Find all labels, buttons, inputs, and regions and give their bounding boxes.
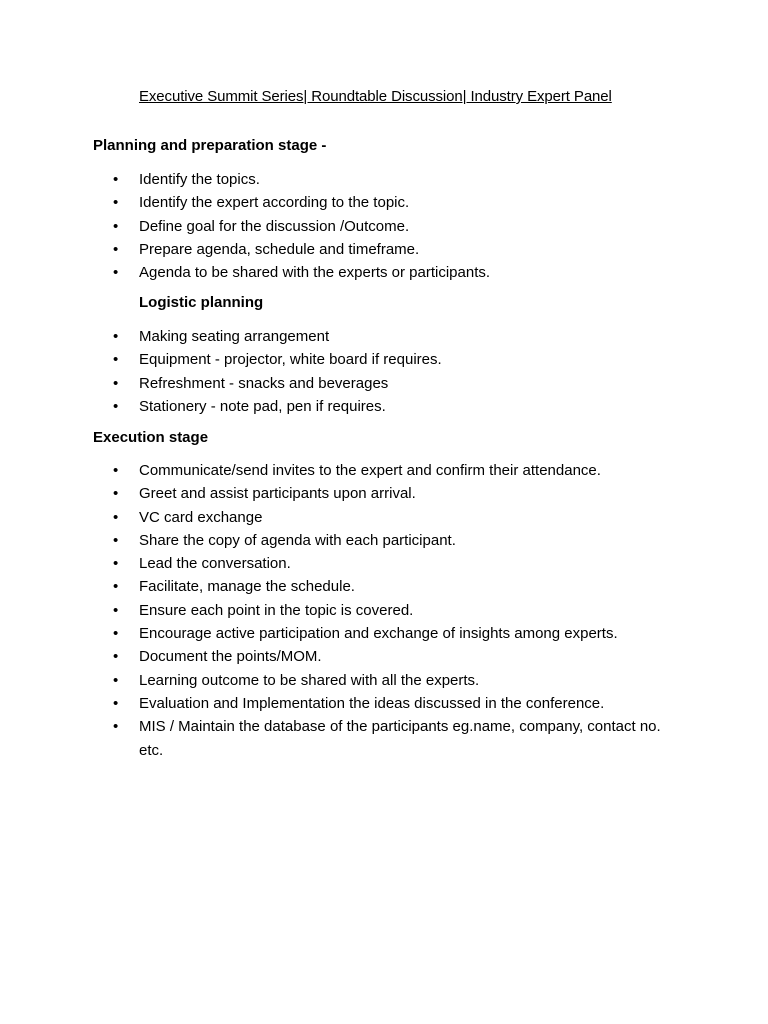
list-item-text: Document the points/MOM. [139, 648, 322, 666]
list-item [0, 529, 679, 552]
list-item-text: Learning outcome to be shared with all the experts. [139, 671, 480, 689]
list-item-text: Stationery - note pad, pen if requires. [139, 397, 386, 415]
list-item [0, 395, 679, 418]
list-item [0, 238, 679, 261]
list-item-text: Equipment - projector, white board if requires. [139, 351, 442, 369]
list-item [0, 261, 679, 284]
bullet-icon: • [113, 264, 119, 282]
list-item [0, 715, 679, 762]
execution-heading: Execution stage [93, 429, 209, 446]
bullet-icon: • [113, 625, 119, 643]
bullet-icon: • [113, 718, 119, 736]
list-item-text: Lead the conversation. [139, 555, 291, 573]
bullet-icon: • [113, 485, 119, 503]
list-item [0, 348, 679, 371]
list-item-text: Facilitate, manage the schedule. [139, 578, 355, 596]
list-item-text: Identify the topics. [139, 171, 260, 188]
list-item [0, 622, 679, 645]
logistic-heading: Logistic planning [139, 294, 264, 311]
bullet-icon: • [113, 462, 119, 479]
list-item-text: Refreshment - snacks and beverages [139, 374, 389, 392]
bullet-icon: • [113, 328, 119, 345]
list-item [0, 506, 679, 529]
list-item [0, 459, 679, 482]
list-item-text: Evaluation and Implementation the ideas discussed in the conference. [139, 694, 605, 712]
planning-list [0, 168, 768, 284]
bullet-icon: • [113, 194, 119, 212]
bullet-icon: • [113, 578, 119, 596]
list-item [0, 325, 679, 348]
list-item-text: Communicate/send invites to the expert and confirm their attendance. [139, 462, 601, 479]
bullet-icon: • [113, 555, 119, 573]
bullet-icon: • [113, 217, 119, 235]
list-item-text: Define goal for the discussion /Outcome. [139, 217, 410, 235]
bullet-icon: • [113, 648, 119, 666]
planning-heading: Planning and preparation stage - [93, 137, 327, 154]
list-item-text: MIS / Maintain the database of the participants eg.name, company, contact no. etc. [139, 718, 661, 759]
list-item [0, 669, 679, 692]
list-item-text: Ensure each point in the topic is covered. [139, 601, 414, 619]
list-item [0, 482, 679, 505]
bullet-icon: • [113, 531, 119, 549]
list-item [0, 191, 679, 214]
list-item-text: Making seating arrangement [139, 328, 330, 345]
list-item-text: Prepare agenda, schedule and timeframe. [139, 240, 420, 258]
bullet-icon: • [113, 171, 119, 188]
list-item-text: Greet and assist participants upon arrival. [139, 485, 416, 503]
list-item [0, 215, 679, 238]
bullet-icon: • [113, 351, 119, 369]
bullet-icon: • [113, 397, 119, 415]
list-item-text: Share the copy of agenda with each participant. [139, 531, 456, 549]
bullet-icon: • [113, 240, 119, 258]
list-item [0, 552, 679, 575]
bullet-icon: • [113, 601, 119, 619]
list-item [0, 645, 679, 668]
list-item [0, 692, 679, 715]
list-item-text: Agenda to be shared with the experts or participants. [139, 264, 491, 282]
list-item-text: Encourage active participation and exchange of insights among experts. [139, 625, 618, 643]
list-item [0, 372, 679, 395]
execution-list [0, 459, 768, 762]
list-item [0, 599, 679, 622]
list-item [0, 575, 679, 598]
logistic-list [0, 325, 768, 418]
list-item-text: VC card exchange [139, 508, 263, 526]
bullet-icon: • [113, 671, 119, 689]
list-item [0, 168, 679, 191]
document-title: Executive Summit Series| Roundtable Discussion| Industry Expert Panel [139, 88, 612, 105]
bullet-icon: • [113, 508, 119, 526]
list-item-text: Identify the expert according to the topic. [139, 194, 410, 212]
bullet-icon: • [113, 374, 119, 392]
bullet-icon: • [113, 694, 119, 712]
